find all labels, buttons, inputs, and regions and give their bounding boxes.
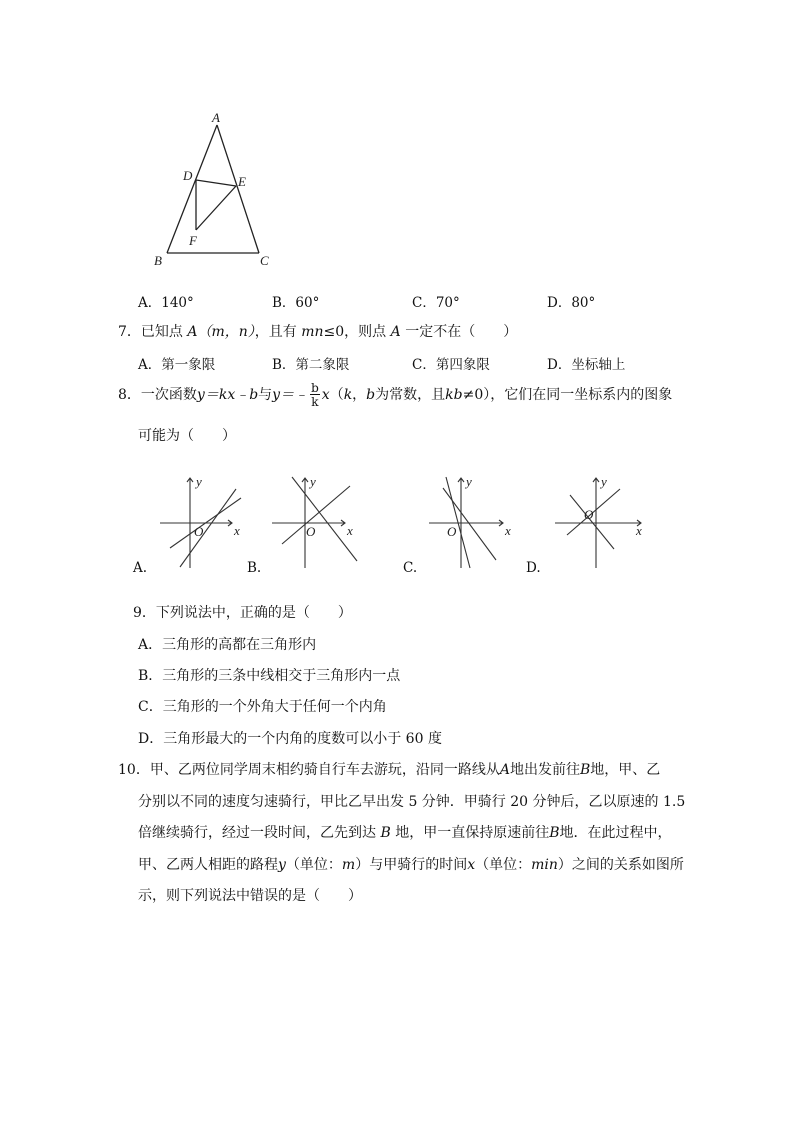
q7-stem: 7．已知点 A（m，n），且有 mn≤0，则点 A 一定不在（ ） bbox=[118, 324, 518, 340]
q7-option-d[interactable]: D．坐标轴上 bbox=[547, 357, 626, 373]
q7-option-a[interactable]: A．第一象限 bbox=[138, 357, 216, 373]
q7-option-c[interactable]: C．第四象限 bbox=[412, 357, 490, 373]
q6-option-b[interactable]: B．60° bbox=[272, 295, 320, 311]
q8-graph-b bbox=[268, 470, 368, 572]
line-2 bbox=[180, 489, 236, 567]
line-2 bbox=[567, 489, 620, 535]
label-e: E bbox=[238, 174, 246, 189]
side-ac bbox=[217, 125, 259, 253]
segment-de bbox=[196, 180, 236, 186]
q6-option-d[interactable]: D．80° bbox=[547, 295, 596, 311]
q10-line-5: 示，则下列说法中错误的是（ ） bbox=[138, 888, 362, 904]
q10-line-2: 分别以不同的速度匀速骑行，甲比乙早出发 5 分钟．甲骑行 20 分钟后，乙以原速的 1.5 bbox=[138, 794, 686, 810]
q6-option-a[interactable]: A．140° bbox=[138, 295, 194, 311]
fraction-b-over-k: $\frac{b}{k}$ bbox=[311, 381, 319, 409]
q9-option-b[interactable]: B．三角形的三条中线相交于三角形内一点 bbox=[138, 668, 401, 684]
q8-option-c[interactable]: C. bbox=[403, 560, 418, 576]
origin-label: O bbox=[306, 524, 316, 539]
q8-graph-a bbox=[155, 470, 255, 572]
origin-label: O bbox=[194, 524, 204, 539]
line-1 bbox=[292, 477, 357, 561]
q8-stem: 8．一次函数y＝kx﹣b与y＝﹣ $\frac{b}{k}$ x（k，b为常数，且kb≠0），它们在同一坐标系内的图象 bbox=[118, 381, 673, 409]
axis-y-label: y bbox=[466, 474, 472, 489]
axis-y-label: y bbox=[196, 474, 202, 489]
axis-x-label: x bbox=[347, 523, 353, 538]
q8-graph-c bbox=[425, 470, 525, 572]
q10-line-4: 甲、乙两人相距的路程y（单位：m）与甲骑行的时间x（单位：min）之间的关系如图所 bbox=[138, 857, 684, 873]
axis-x-label: x bbox=[234, 523, 240, 538]
q9-option-a[interactable]: A．三角形的高都在三角形内 bbox=[138, 637, 317, 653]
q6-option-c[interactable]: C．70° bbox=[412, 295, 460, 311]
line-2 bbox=[282, 486, 350, 544]
axis-y-label: y bbox=[601, 474, 607, 489]
q9-option-d[interactable]: D．三角形最大的一个内角的度数可以小于 60 度 bbox=[138, 731, 442, 747]
label-f: F bbox=[189, 233, 197, 248]
q10-line-3: 倍继续骑行，经过一段时间，乙先到达 B 地，甲一直保持原速前往B地．在此过程中， bbox=[138, 825, 672, 841]
axis-x-label: x bbox=[505, 523, 511, 538]
triangle-figure bbox=[150, 108, 280, 270]
origin-label: O bbox=[447, 524, 457, 539]
label-b: B bbox=[154, 253, 162, 268]
label-c: C bbox=[260, 253, 269, 268]
q8-option-a[interactable]: A. bbox=[133, 560, 148, 576]
line-1 bbox=[570, 495, 614, 549]
q8-graph-d bbox=[550, 470, 652, 572]
q8-option-d[interactable]: D. bbox=[526, 560, 541, 576]
segment-fe bbox=[196, 186, 236, 230]
label-d: D bbox=[183, 168, 193, 183]
q9-option-c[interactable]: C．三角形的一个外角大于任何一个内角 bbox=[138, 699, 387, 715]
q7-option-b[interactable]: B．第二象限 bbox=[272, 357, 350, 373]
axis-x-label: x bbox=[636, 523, 642, 538]
q10-line-1: 10．甲、乙两位同学周末相约骑自行车去游玩，沿同一路线从A地出发前往B地，甲、乙 bbox=[118, 762, 661, 778]
q8-stem-line2: 可能为（ ） bbox=[138, 428, 236, 444]
origin-label: O bbox=[584, 507, 594, 522]
label-a: A bbox=[212, 110, 220, 125]
q8-option-b[interactable]: B. bbox=[247, 560, 262, 576]
q9-stem: 9．下列说法中，正确的是（ ） bbox=[133, 605, 352, 621]
axis-y-label: y bbox=[310, 474, 316, 489]
